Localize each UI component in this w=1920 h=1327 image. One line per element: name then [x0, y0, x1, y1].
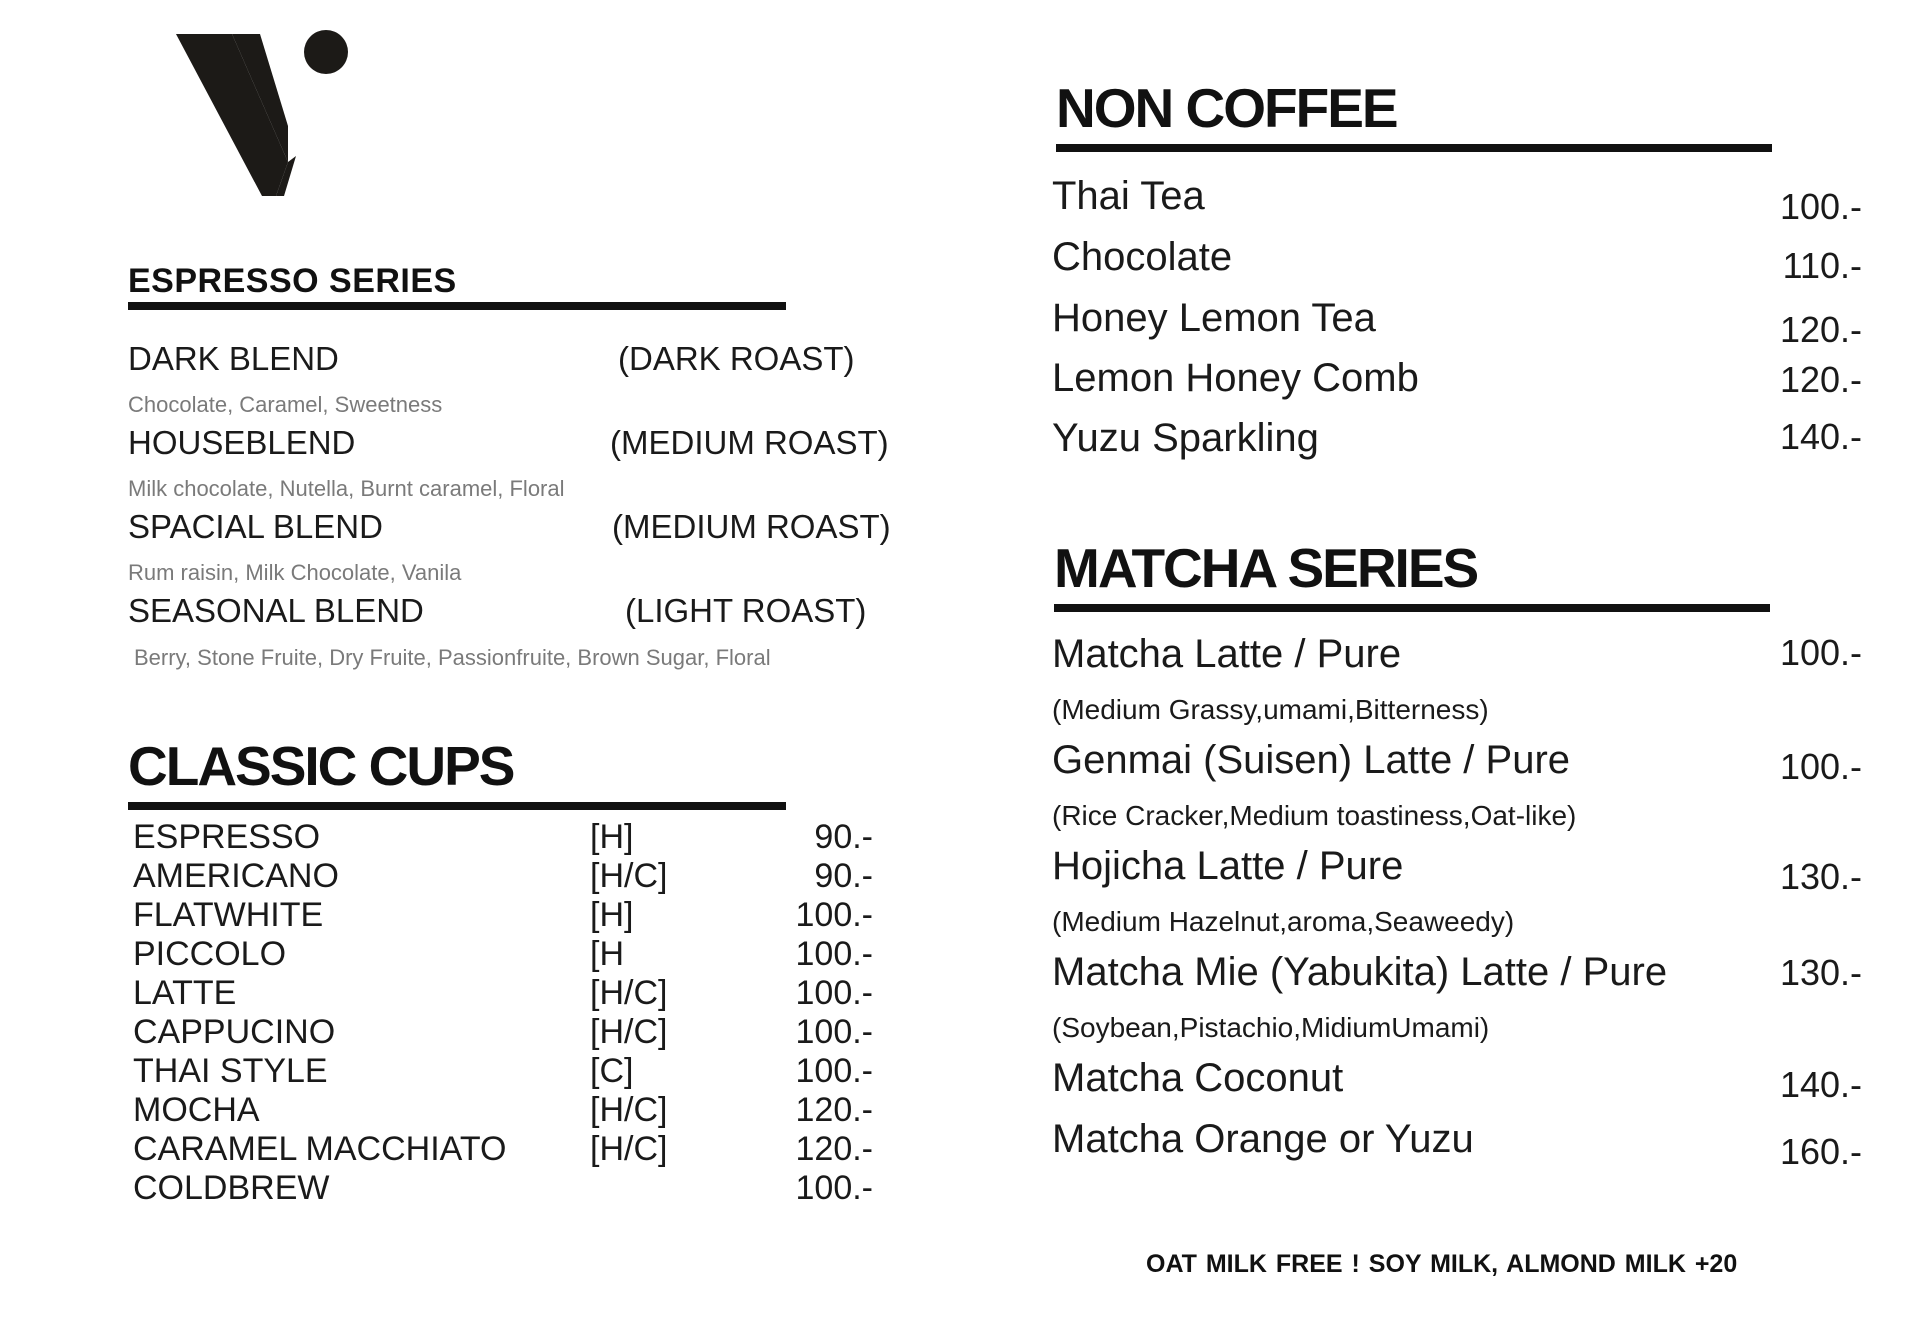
espresso-item-roast: (LIGHT ROAST)	[625, 592, 867, 629]
menu-row-price: 110.-	[1782, 245, 1862, 286]
menu-row-name: CARAMEL MACCHIATO	[133, 1130, 507, 1168]
menu-row-name: COLDBREW	[133, 1169, 330, 1207]
menu-row-name: Lemon Honey Comb	[1052, 356, 1419, 400]
menu-row-name: Thai Tea	[1052, 174, 1205, 218]
menu-row-name: MOCHA	[133, 1091, 260, 1129]
menu-row-type: [H]	[590, 818, 634, 856]
menu-row-note: (Soybean,Pistachio,MidiumUmami)	[1052, 1012, 1490, 1043]
menu-row-type: [H/C]	[590, 857, 668, 895]
menu-row	[133, 896, 893, 934]
menu-row-name: Matcha Orange or Yuzu	[1052, 1117, 1474, 1161]
classic-cups-heading: CLASSIC CUPS	[128, 735, 514, 797]
menu-row-note: (Medium Grassy,umami,Bitterness)	[1052, 694, 1489, 725]
menu-row-name: ESPRESSO	[133, 818, 321, 856]
menu-row-price: 120.-	[1779, 359, 1862, 400]
espresso-item-notes: Milk chocolate, Nutella, Burnt caramel, Floral	[128, 476, 565, 501]
menu-row	[133, 974, 893, 1012]
espresso-item-name: HOUSEBLEND	[128, 424, 356, 461]
espresso-item-roast: (MEDIUM ROAST)	[610, 424, 889, 461]
non-coffee-heading: NON COFFEE	[1056, 77, 1397, 139]
menu-row-type: [H/C]	[590, 1130, 668, 1168]
menu-row-type: [H/C]	[590, 1013, 668, 1051]
menu-row-price: 120.-	[795, 1091, 873, 1129]
menu-row-price: 140.-	[1779, 416, 1862, 457]
espresso-divider	[128, 302, 786, 310]
menu-row-price: 100.-	[795, 896, 873, 934]
menu-row-name: LATTE	[133, 974, 237, 1012]
menu-row-name: Matcha Coconut	[1052, 1056, 1344, 1100]
menu-row	[133, 818, 893, 856]
v-dot-logo-icon	[176, 26, 354, 202]
menu-row-price: 90.-	[814, 857, 873, 895]
menu-row-price: 100.-	[795, 1013, 873, 1051]
menu-row-price: 130.-	[1779, 856, 1862, 897]
matcha-series-heading: MATCHA SERIES	[1054, 537, 1478, 599]
menu-row-name: PICCOLO	[133, 935, 287, 973]
espresso-series-heading: ESPRESSO SERIES	[128, 262, 457, 300]
espresso-item-name: DARK BLEND	[128, 340, 339, 377]
menu-row-price: 100.-	[795, 935, 873, 973]
menu-row-price: 100.-	[795, 1169, 873, 1207]
non-coffee-divider	[1056, 144, 1772, 152]
menu-row-price: 130.-	[1779, 952, 1862, 993]
espresso-item-name: SEASONAL BLEND	[128, 592, 424, 629]
menu-row-name: Genmai (Suisen) Latte / Pure	[1052, 738, 1571, 782]
menu-row	[133, 857, 893, 895]
espresso-item-name: SPACIAL BLEND	[128, 508, 383, 545]
menu-row-price: 100.-	[795, 974, 873, 1012]
menu-row-name: AMERICANO	[133, 857, 339, 895]
menu-row-name: FLATWHITE	[133, 896, 324, 934]
menu-row-price: 100.-	[1779, 632, 1862, 673]
classic-cups-divider	[128, 802, 786, 810]
menu-row	[133, 1052, 893, 1090]
menu-row	[133, 1130, 893, 1168]
menu-row-name: THAI STYLE	[133, 1052, 328, 1090]
menu-row-name: CAPPUCINO	[133, 1013, 336, 1051]
espresso-item-notes: Rum raisin, Milk Chocolate, Vanila	[128, 560, 462, 585]
menu-row-type: [H/C]	[590, 974, 668, 1012]
menu-row-price: 160.-	[1779, 1131, 1862, 1172]
menu-row-price: 100.-	[1779, 186, 1862, 227]
menu-row-note: (Medium Hazelnut,aroma,Seaweedy)	[1052, 906, 1515, 937]
menu-row-name: Chocolate	[1052, 235, 1233, 279]
menu-row-name: Matcha Latte / Pure	[1052, 632, 1402, 676]
menu-row-type: [C]	[590, 1052, 634, 1090]
espresso-item-roast: (DARK ROAST)	[618, 340, 855, 377]
espresso-item-roast: (MEDIUM ROAST)	[612, 508, 891, 545]
milk-option-note: OAT MILK FREE ! SOY MILK, ALMOND MILK +20	[1146, 1250, 1738, 1278]
matcha-series-divider	[1054, 604, 1770, 612]
menu-row-type: [H]	[590, 896, 634, 934]
espresso-item-notes: Berry, Stone Fruite, Dry Fruite, Passionfruite, Brown Sugar, Floral	[134, 645, 771, 670]
menu-row	[133, 1091, 893, 1129]
menu-row-price: 100.-	[1779, 746, 1862, 787]
menu-row-name: Hojicha Latte / Pure	[1052, 844, 1404, 888]
menu-row-price: 140.-	[1779, 1064, 1862, 1105]
menu-row-price: 90.-	[814, 818, 873, 856]
menu-row-price: 120.-	[795, 1130, 873, 1168]
menu-row-price: 120.-	[1779, 309, 1862, 350]
menu-row-name: Honey Lemon Tea	[1052, 296, 1376, 340]
menu-row-type: [H/C]	[590, 1091, 668, 1129]
espresso-item-notes: Chocolate, Caramel, Sweetness	[128, 392, 443, 417]
menu-row	[133, 1169, 893, 1207]
menu-row-name: Yuzu Sparkling	[1052, 416, 1319, 460]
menu-row-price: 100.-	[795, 1052, 873, 1090]
menu-row	[133, 935, 893, 973]
menu-row-name: Matcha Mie (Yabukita) Latte / Pure	[1052, 950, 1668, 994]
menu-row-note: (Rice Cracker,Medium toastiness,Oat-like)	[1052, 800, 1577, 831]
menu-row	[133, 1013, 893, 1051]
menu-row-type: [H	[590, 935, 624, 973]
